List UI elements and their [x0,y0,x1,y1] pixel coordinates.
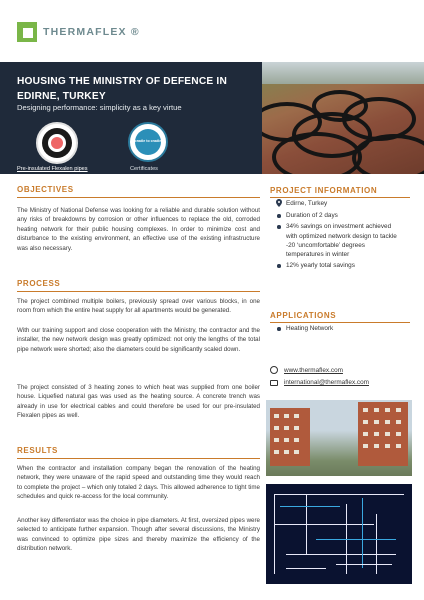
project-info-item: 12% yearly total savings [274,261,402,270]
process-text-3: The project consisted of 3 heating zones to which heat was supplied from one boiler house. Liquefied natural gas was used as the heating source. A concrete trench was already in use for electrical cables and could therefore be used for our pre-insulated Flexalen pipes as well. [17,384,260,420]
location-pin-icon [276,199,282,207]
project-info-divider [270,197,410,198]
project-info-list [274,211,402,273]
process-text-1: The project combined multiple boilers, previously spread over various blocks, in one room from which the entire heat supply for all apartments would be generated. [17,298,260,315]
project-location: Edirne, Turkey [286,200,328,207]
photo-sky [262,62,424,84]
network-drawing [266,484,412,584]
process-heading: PROCESS [17,279,61,288]
page-title: HOUSING THE MINISTRY OF DEFENCE IN EDIRNE, TURKEY [17,76,227,102]
applications-heading: APPLICATIONS [270,311,337,320]
globe-icon [270,366,278,374]
project-info-item: Duration of 2 days [274,211,402,220]
thermaflex-logo [17,22,140,42]
objectives-text: The Ministry of National Defense was looking for a reliable and durable solution without any risks of breakdowns by corrosion or other influences to replace the old, corroded heating network for their public housing complexes. In order to minimize cost and disturbance to the existing environment, an effective use of the existing infrastructure was also necessary. [17,207,260,252]
results-text-2: Another key differentiator was the choice in pipe diameters. At first, oversized pipes were selected to anticipate further expansion. Though after several discussions, the Ministry was convinced to optimize pipe sizes and thereby maximize the efficiency of the distribution network. [17,517,260,553]
certificate-badge-text: cradle to cradle [134,139,162,143]
logo-mark-icon [17,22,37,42]
project-info-item: 34% savings on investment achieved with optimized network design to tackle -20 ‘uncomfortable’ degrees temperatures in winter [274,222,402,259]
process-text-2: With our training support and close cooperation with the Ministry, the contractor and the installer, the new network design was greatly optimized: not only the lengths of the total pipe network were shorted; also the diameters could be significantly scaled down. [17,327,260,353]
building-photo [266,400,412,476]
certificate-badge-icon [128,122,168,162]
applications-divider [270,322,410,323]
results-heading: RESULTS [17,446,58,455]
title-banner [0,62,262,174]
application-item: Heating Network [274,324,402,333]
objectives-divider [17,197,260,198]
flexalen-pipe-image [36,122,78,164]
email-link-row[interactable] [270,379,369,386]
email-link[interactable]: international@thermaflex.com [284,379,369,386]
website-link-row[interactable] [270,366,343,374]
mail-icon [270,380,278,386]
website-link[interactable]: www.thermaflex.com [284,366,343,374]
project-info-heading: PROJECT INFORMATION [270,186,378,195]
certificates-label: Certificates [130,166,158,172]
results-text-1: When the contractor and installation company began the renovation of the heating network, they were unaware of the rapid speed and outstanding time they would reach to complete the project – which only totaled 2 days. This allowed adherence to tight time schedules and quick re-access for the local community. [17,465,260,501]
results-divider [17,458,260,459]
process-divider [17,291,260,292]
objectives-heading: OBJECTIVES [17,185,74,194]
product-link[interactable]: Pre-insulated Flexalen pipes [17,166,88,172]
page-header [0,0,424,62]
brand-name: THERMAFLEX ® [43,26,140,38]
applications-list [274,324,402,335]
pipes-photo [262,62,424,174]
page-subtitle: Designing performance: simplicity as a key virtue [17,103,182,112]
